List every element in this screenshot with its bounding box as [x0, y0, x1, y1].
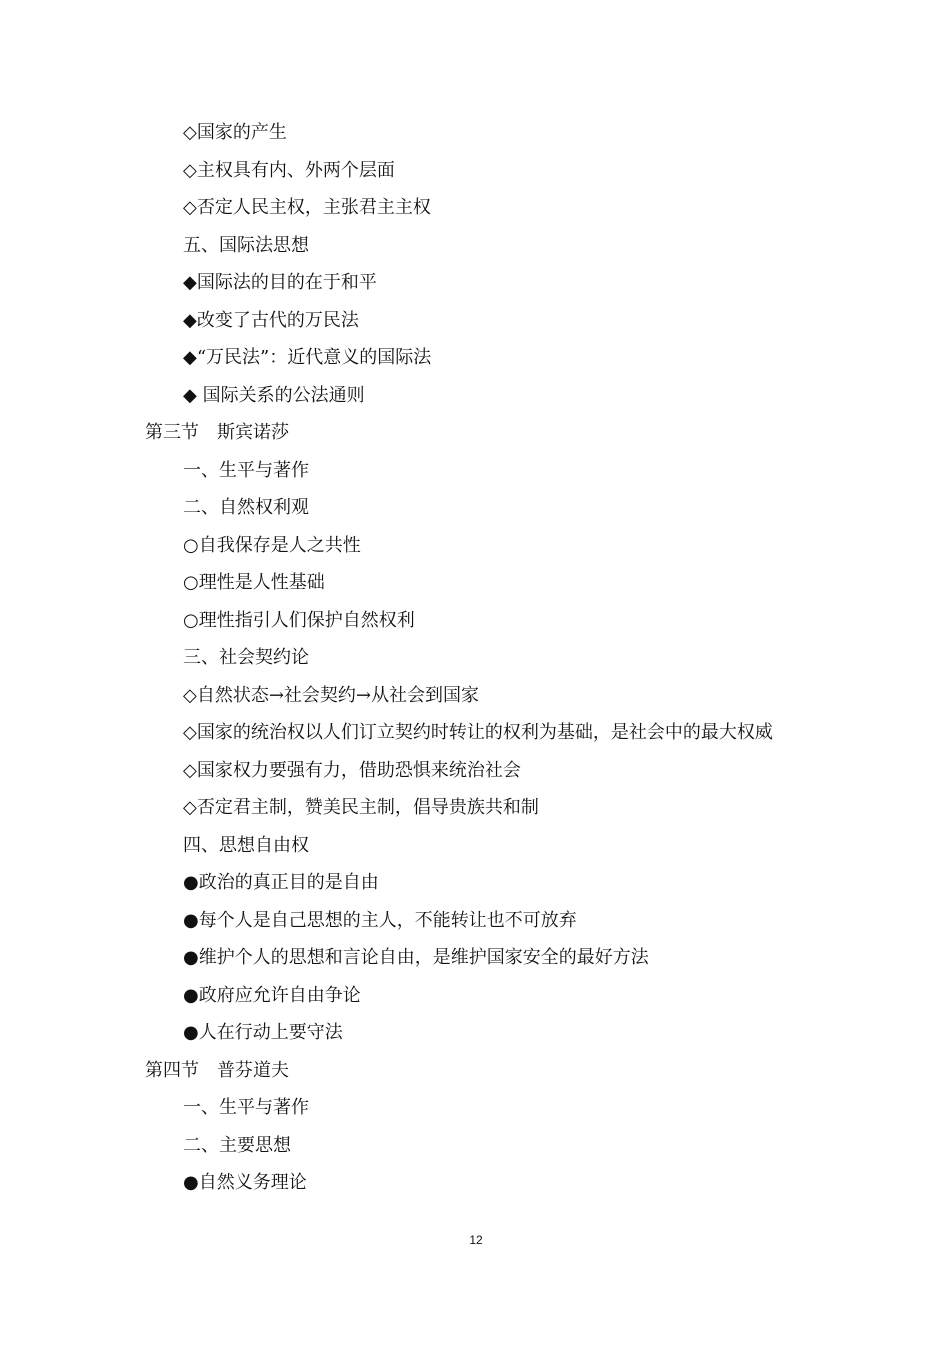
outline-item: ◇否定人民主权，主张君主主权	[183, 197, 431, 218]
outline-item: ◆国际法的目的在于和平	[183, 272, 377, 293]
section-heading: 第三节 斯宾诺莎	[145, 422, 289, 443]
outline-item: ◇国家的统治权以人们订立契约时转让的权利为基础，是社会中的最大权威	[183, 722, 773, 743]
outline-item: ◆改变了古代的万民法	[183, 309, 359, 331]
outline-item: ○自我保存是人之共性	[183, 534, 361, 556]
outline-heading: 一、生平与著作	[183, 1097, 309, 1118]
outline-item: ●每个人是自己思想的主人，不能转让也不可放弃	[183, 909, 577, 931]
outline-item: ◇自然状态→社会契约→从社会到国家	[183, 684, 480, 706]
outline-heading: 二、主要思想	[183, 1134, 291, 1156]
outline-heading: 二、自然权利观	[183, 497, 309, 518]
outline-item: ●人在行动上要守法	[183, 1022, 343, 1043]
page-number: 12	[469, 1233, 483, 1247]
outline-item: ○理性指引人们保护自然权利	[183, 609, 415, 631]
outline-heading: 三、社会契约论	[183, 647, 309, 668]
outline-item: ●政府应允许自由争论	[183, 984, 361, 1006]
outline-item: ◇国家的产生	[183, 122, 287, 143]
outline-item: ●自然义务理论	[183, 1172, 307, 1193]
outline-item: ◇主权具有内、外两个层面	[183, 159, 395, 181]
outline-item: ◆“万民法”：近代意义的国际法	[183, 347, 432, 368]
outline-heading: 四、思想自由权	[183, 834, 309, 856]
outline-heading: 一、生平与著作	[183, 459, 309, 481]
outline-heading: 五、国际法思想	[183, 234, 309, 256]
outline-item: ●维护个人的思想和言论自由，是维护国家安全的最好方法	[183, 947, 649, 968]
outline-item: ◇国家权力要强有力，借助恐惧来统治社会	[183, 759, 521, 781]
outline-item: ●政治的真正目的是自由	[183, 872, 379, 893]
section-heading: 第四节 普芬道夫	[145, 1059, 289, 1081]
outline-item: ◇否定君主制，赞美民主制，倡导贵族共和制	[183, 797, 539, 818]
outline-item: ◆ 国际关系的公法通则	[183, 384, 365, 406]
outline-item: ○理性是人性基础	[183, 572, 325, 593]
outline-text	[0, 114, 952, 1202]
